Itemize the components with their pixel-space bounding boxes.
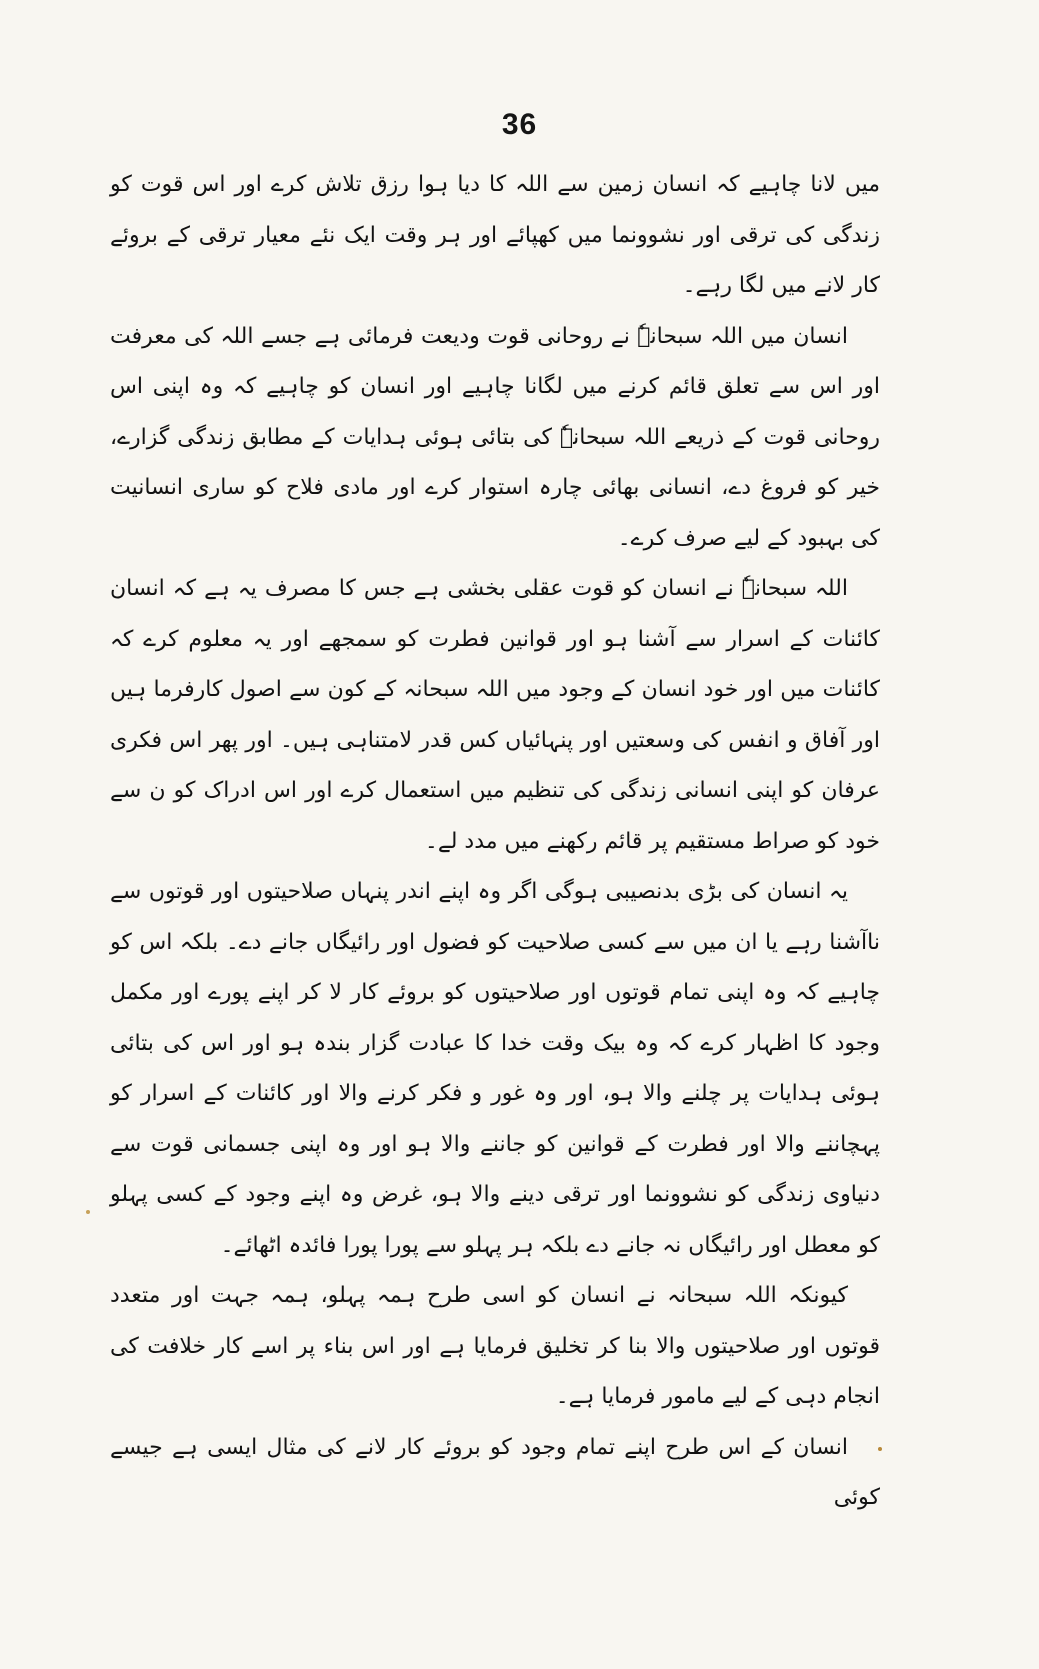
paragraph-5: کیونکہ اللہ سبحانہ نے انسان کو اسی طرح ہمہ پہلو، ہمہ جہت اور متعدد قوتوں اور صلاحیتوں والا بنا کر تخلیق فرمایا ہے اور اس بناء پر اسے کار خلافت کی انجام دہی کے لیے مامور فرمایا ہے۔ [110, 1283, 880, 1409]
page-number: 36 [501, 108, 538, 141]
paragraph-1: میں لانا چاہیے کہ انسان زمین سے اللہ کا دیا ہوا رزق تلاش کرے اور اس قوت کو زندگی کی ترقی اور نشوونما میں کھپائے اور ہر وقت ایک نئے معیار ترقی کے بروئے کار لانے میں لگا رہے۔ [110, 172, 880, 298]
paper-speck [86, 1210, 90, 1214]
paragraph-2: انسان میں اللہ سبحانہٗ نے روحانی قوت ودیعت فرمائی ہے جسے اللہ کی معرفت اور اس سے تعلق قائم کرنے میں لگانا چاہیے اور انسان کو چاہیے کہ وہ اپنی اس روحانی قوت کے ذریعے اللہ سبحانہٗ کی بتائی ہوئی ہدایات کے مطابق زندگی گزارے، خیر کو فروغ دے، انسانی بھائی چارہ استوار کرے اور مادی فلاح کو ساری انسانیت کی بہبود کے لیے صرف کرے۔ [110, 323, 880, 551]
paragraph-6: انسان کے اس طرح اپنے تمام وجود کو بروئے کار لانے کی مثال ایسی ہے جیسے کوئی [110, 1434, 880, 1510]
paragraph-4: یہ انسان کی بڑی بدنصیبی ہوگی اگر وہ اپنے اندر پنہاں صلاحیتوں اور قوتوں سے ناآشنا رہے یا ان میں سے کسی صلاحیت کو فضول اور رائیگاں جانے دے۔ بلکہ اس کو چاہیے کہ وہ اپنی تمام قوتوں اور صلاحیتوں کو بروئے کار لا کر اپنے پورے اور مکمل وجود کا اظہار کرے کہ وہ بیک وقت خدا کا عبادت گزار بندہ ہو اور اس کی بتائی ہوئی ہدایات پر چلنے والا ہو، اور وہ غور و فکر کرنے والا اور کائنات کے اسرار کو پہچاننے والا اور فطرت کے قوانین کو جاننے والا ہو اور وہ اپنی جسمانی قوت سے دنیاوی زندگی کو نشوونما اور ترقی دینے والا ہو، غرض وہ اپنے وجود کے کسی پہلو کو معطل اور رائیگاں نہ جانے دے بلکہ ہر پہلو سے پورا پورا فائدہ اٹھائے۔ [110, 879, 880, 1258]
paper-speck [878, 1447, 882, 1451]
body-text [110, 160, 880, 1524]
paragraph-3: اللہ سبحانہٗ نے انسان کو قوت عقلی بخشی ہے جس کا مصرف یہ ہے کہ انسان کائنات کے اسرار سے آشنا ہو اور قوانین فطرت کو سمجھے اور یہ معلوم کرے کہ کائنات میں اور خود انسان کے وجود میں اللہ سبحانہ کے کون سے اصول کارفرما ہیں اور آفاق و انفس کی وسعتیں اور پنہائیاں کس قدر لامتناہی ہیں۔ اور پھر اس فکری عرفان کو اپنی انسانی زندگی کی تنظیم میں استعمال کرے اور اس ادراک کو ن سے خود کو صراط مستقیم پر قائم رکھنے میں مدد لے۔ [110, 576, 880, 854]
